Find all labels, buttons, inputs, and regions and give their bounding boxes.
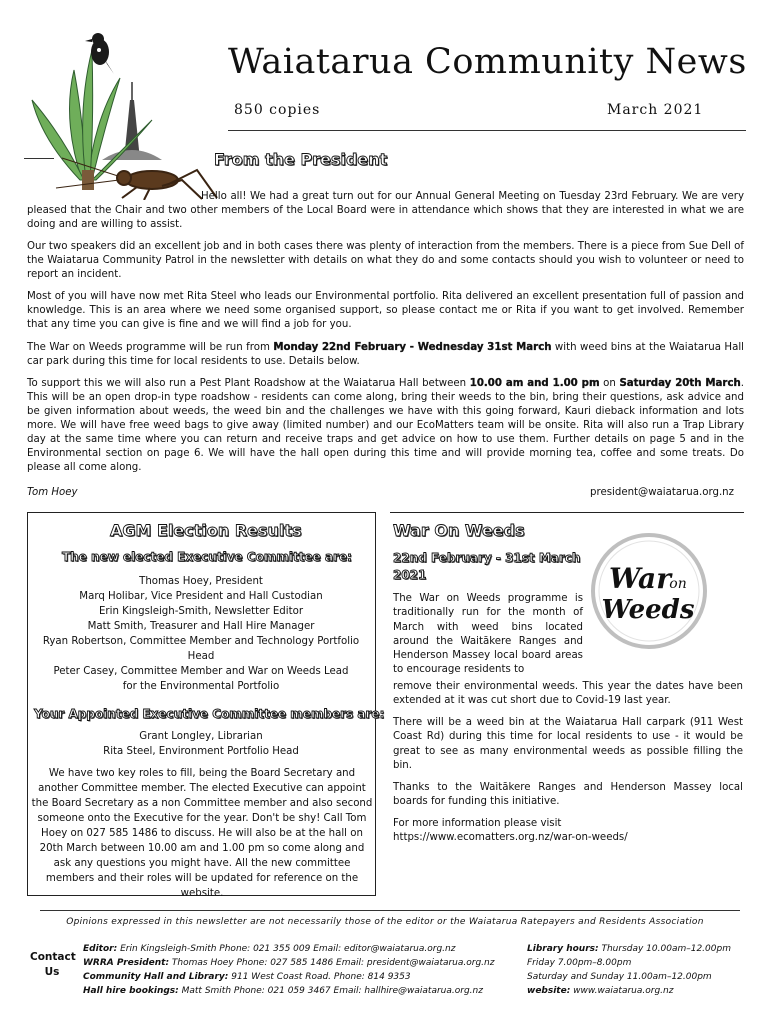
footer-divider	[40, 910, 740, 911]
copies-count: 850 copies	[234, 102, 321, 118]
website-label: website:	[527, 986, 571, 996]
editor-contact	[83, 942, 494, 956]
contact-label: Editor:	[83, 944, 118, 954]
agm-appointed-subheading: Your Appointed Executive Committee members are:	[34, 707, 385, 721]
masthead-illustration	[22, 30, 227, 200]
president-signoff: Tom Hoey	[27, 487, 78, 498]
contact-label-line: Contact	[30, 951, 76, 963]
agm-appointed-list	[31, 729, 371, 759]
logo-text-war: War	[609, 562, 671, 595]
roadshow-date-highlight: Saturday 20th March	[619, 378, 741, 389]
contact-value[interactable]: Thomas Hoey Phone: 027 585 1486 Email: president@waiatarua.org.nz	[169, 958, 495, 968]
short-divider	[24, 158, 54, 159]
hire-contact	[83, 984, 494, 998]
list-item: Rita Steel, Environment Portfolio Head	[103, 746, 299, 757]
contact-value: 911 West Coast Road. Phone: 814 9353	[228, 972, 411, 982]
list-item: Thomas Hoey, President	[139, 576, 263, 587]
president-email-link[interactable]: president@waiatarua.org.nz	[590, 487, 734, 498]
contact-value[interactable]: Matt Smith Phone: 021 059 3467 Email: hallhire@waiatarua.org.nz	[178, 986, 483, 996]
text-span: To support this we will also run a Pest Plant Roadshow at the Waiatarua Hall between	[27, 378, 470, 389]
list-item: Peter Casey, Committee Member and War on Weeds Lead for the Environmental Portfolio	[53, 666, 349, 692]
roadshow-time-highlight: 10.00 am and 1.00 pm	[469, 378, 600, 389]
war-on-weeds-logo	[590, 532, 708, 650]
weeds-divider	[390, 512, 744, 513]
logo-text-on: on	[669, 576, 687, 592]
list-item: Marq Holibar, Vice President and Hall Custodian	[79, 591, 323, 602]
library-hours	[527, 942, 731, 998]
weeds-paragraph-3: Thanks to the Waitākere Ranges and Henderson Massey local boards for funding this initiative.	[393, 782, 743, 808]
contact-label: Hall hire bookings:	[83, 986, 179, 996]
weeds-heading: War On Weeds	[393, 521, 525, 540]
hours-value: Thursday 10.00am–12.00pm	[598, 944, 731, 954]
list-item: Grant Longley, Librarian	[139, 731, 263, 742]
wrra-contact	[83, 956, 494, 970]
list-item: Ryan Robertson, Committee Member and Technology Portfolio Head	[42, 636, 360, 662]
text-span: with weed bins at the Waiatarua Hall car park during this time for local residents to use. Details below.	[27, 342, 744, 367]
agm-roles-paragraph: We have two key roles to fill, being the Board Secretary and another Committee member. The elected Executive can appoint the Board Secretary as a non Committee member and also second someone onto the Executive for the year. Don't be shy! Call Tom Hoey on 027 585 1486 to discuss. He will also be at the hall on 20th March between 10.00 am and 1.00 pm so come along and ask any questions you might have. All the new committee members and their roles will be updated for reference on the website.	[31, 768, 373, 899]
contact-label: WRRA President:	[83, 958, 170, 968]
weeds-date-highlight: Monday 22nd February - Wednesday 31st March	[273, 342, 552, 353]
logo-text-weeds: Weeds	[601, 595, 695, 625]
contact-label: Community Hall and Library:	[83, 972, 229, 982]
contact-details	[83, 942, 494, 998]
text-span: . This will be an open drop-in type roadshow - residents can come along, bring their weeds to the bin, bring their questions, ask advice and be given information about weeds, the weed bin and the challenges we have with this going forward, Kauri dieback information and lots more. We will have free weed bags to give away (limited number) and our EcoMatters team will be onsite. Rita will also run a Trap Library day at the same time where you can return and receive traps and get advice on how to use them. Further details on page 5 and in the Environmental section on page 6. We will have the hall open during this time and will provide morning tea, coffee and some treats. Do please all come along.	[27, 378, 744, 473]
president-paragraph-1: Hello all! We had a great turn out for our Annual General Meeting on Tuesday 23rd February. We are very pleased that the Chair and two other members of the Local Board were in attendance which shows that they are interested in what we are doing and are willing to assist.	[27, 191, 744, 230]
text-span: The War on Weeds programme will be run from	[27, 342, 274, 353]
newsletter-title: Waiatarua Community News	[228, 42, 747, 82]
issue-date: March 2021	[607, 102, 704, 118]
weeds-paragraph-1: The War on Weeds programme is traditionally run for the month of March with weed bins located around the Waitākere Ranges and Henderson Massey local board areas to encourage residents to	[393, 593, 583, 676]
president-paragraph-2: Our two speakers did an excellent job and in both cases there was plenty of interaction from the members. There is a piece from Sue Dell of the Waiatarua Community Patrol in the newsletter with details on what they do and some contacts should you wish to volunteer or need to report an incident.	[27, 241, 744, 280]
weeds-more-info-link[interactable]: For more information please visit https://www.ecomatters.org.nz/war-on-weeds/	[393, 818, 628, 844]
masthead-divider	[228, 130, 746, 131]
library-hours-line: Friday 7.00pm–8.00pm	[527, 958, 632, 968]
library-hours-line: Saturday and Sunday 11.00am–12.00pm	[527, 972, 712, 982]
website-link[interactable]: www.waiatarua.org.nz	[570, 986, 674, 996]
president-paragraph-4	[27, 341, 744, 369]
text-span: on	[599, 378, 620, 389]
agm-heading: AGM Election Results	[110, 521, 302, 540]
weeds-paragraph-2: There will be a weed bin at the Waiatarua Hall carpark (911 West Coast Rd) during this time for local residents to use - it would be great to see as many environmental weeds as possible filling the bin.	[393, 717, 743, 771]
contact-us-label	[30, 950, 74, 980]
agm-elected-subheading: The new elected Executive Committee are:	[62, 550, 352, 564]
library-hours-line	[527, 942, 731, 956]
weeds-paragraph-1-cont: remove their environmental weeds. This year the dates have been extended at it was cut short due to Covid-19 last year.	[393, 681, 743, 707]
president-paragraph-5	[27, 377, 744, 475]
hours-label: Library hours:	[527, 944, 599, 954]
weeds-date-range: 22nd February - 31st March 2021	[393, 551, 581, 582]
website-line	[527, 984, 731, 998]
contact-label-line: Us	[44, 966, 60, 978]
agm-elected-list	[31, 574, 371, 694]
contact-value[interactable]: Erin Kingsleigh-Smith Phone: 021 355 009 Email: editor@waiatarua.org.nz	[117, 944, 456, 954]
list-item: Erin Kingsleigh-Smith, Newsletter Editor	[98, 606, 304, 617]
list-item: Matt Smith, Treasurer and Hall Hire Manager	[87, 621, 315, 632]
footer-disclaimer: Opinions expressed in this newsletter are not necessarily those of the editor or the Waiatarua Ratepayers and Residents Association	[66, 917, 704, 927]
president-paragraph-3: Most of you will have now met Rita Steel who leads our Environmental portfolio. Rita delivered an excellent presentation full of passion and knowledge. This is an area where we need some organised support, so please contact me or Rita if you want to get involved. Remember that any time you can give is fine and we will find a job for you.	[27, 291, 744, 330]
president-heading: From the President	[214, 150, 388, 169]
hall-contact	[83, 970, 494, 984]
